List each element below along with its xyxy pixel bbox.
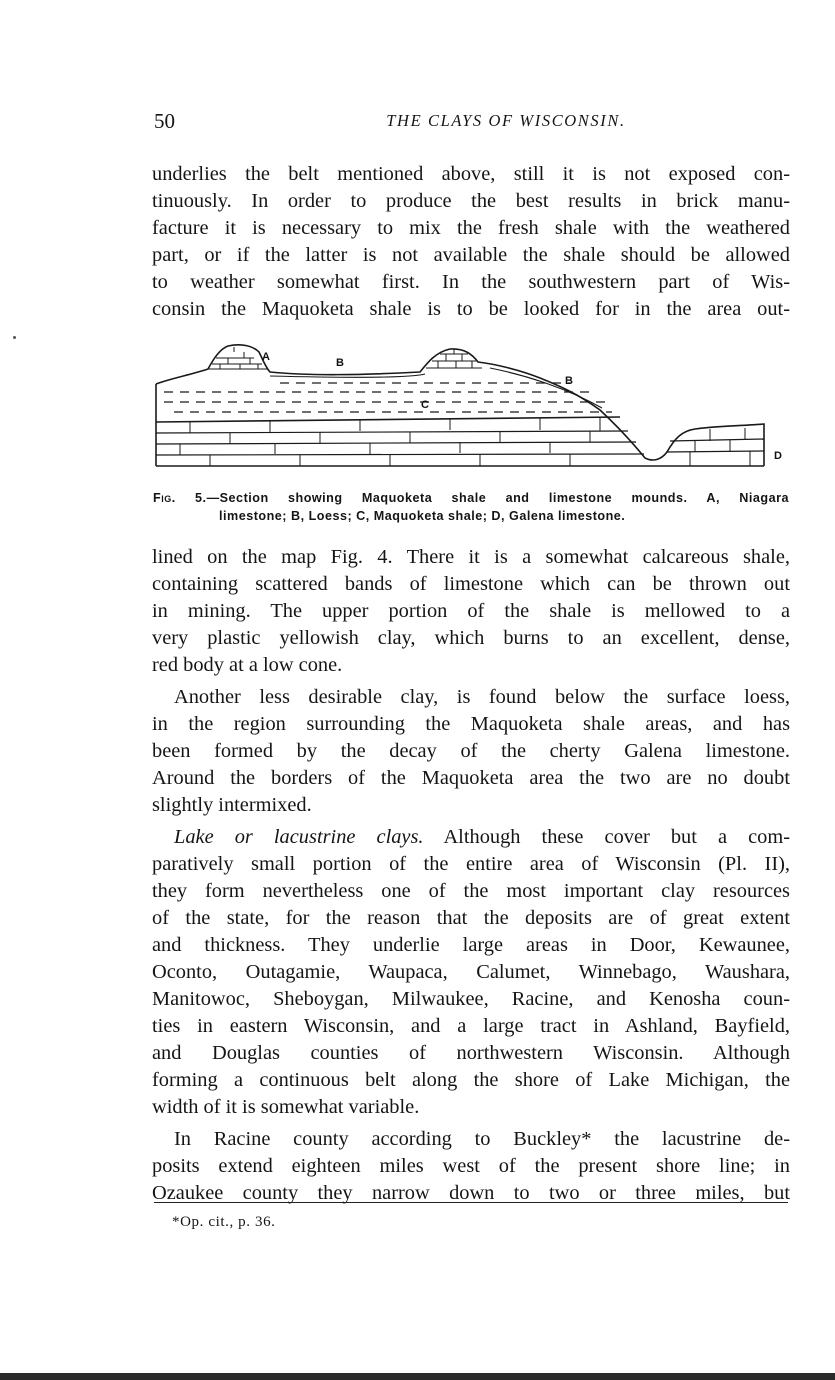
text-line: part, or if the latter is not available the shale should be allowed (152, 244, 790, 266)
text-line: lined on the map Fig. 4. There it is a somewhat calcareous shale, (152, 546, 790, 568)
shale-limestone-contact (156, 417, 620, 422)
scan-edge-band (0, 1373, 835, 1380)
text-line: in mining. The upper portion of the shale is mellowed to a (152, 600, 790, 622)
paragraph-1 (152, 161, 790, 323)
niagara-limestone-beds (208, 358, 268, 369)
limestone-bed (670, 439, 764, 441)
text-line: very plastic yellowish clay, which burns to an excellent, dense, (152, 627, 790, 649)
text-line: Around the borders of the Maquoketa area the two are no doubt (152, 767, 790, 789)
caption-text: —Section showing Maquoketa shale and limestone mounds. A, Niagara (206, 491, 789, 505)
scan-speck (13, 336, 16, 339)
text-line: forming a continuous belt along the shore of Lake Michigan, the (152, 1069, 790, 1091)
limestone-joints (180, 418, 750, 466)
geologic-section-figure (150, 338, 795, 478)
label-a: A (262, 351, 270, 363)
limestone-bed (156, 454, 644, 455)
text-line: Oconto, Outagamie, Waupaca, Calumet, Winnebago, Waushara, (152, 961, 790, 983)
text-line: in the region surrounding the Maquoketa shale areas, and has (152, 713, 790, 735)
section-lead-italic: Lake or lacustrine clays. (174, 826, 424, 848)
label-b-loess-slope: B (565, 375, 573, 387)
text-line: of the state, for the reason that the deposits are of great extent (152, 907, 790, 929)
paragraph-5 (152, 1126, 790, 1207)
text-line: and Douglas counties of northwestern Wisconsin. Although (152, 1042, 790, 1064)
caption-line-1 (153, 489, 789, 507)
text-line: Ozaukee county they narrow down to two or three miles, but (152, 1182, 790, 1204)
text-line: slightly intermixed. (152, 794, 312, 816)
footnote: *Op. cit., p. 36. (172, 1214, 276, 1230)
page-number: 50 (154, 109, 175, 133)
text-run: Although these cover but a com- (423, 826, 790, 848)
paragraph-2 (152, 544, 790, 1207)
text-line: width of it is somewhat variable. (152, 1096, 420, 1118)
text-line: containing scattered bands of limestone which can be thrown out (152, 573, 790, 595)
limestone-bed (156, 431, 628, 433)
text-line: Another less desirable clay, is found below the surface loess, (174, 686, 790, 708)
paragraph-4 (152, 824, 790, 1121)
text-line: tinuously. In order to produce the best results in brick manu- (152, 190, 790, 212)
text-line: to weather somewhat first. In the southwestern part of Wis- (152, 271, 790, 293)
running-title: THE CLAYS OF WISCONSIN. (386, 111, 626, 130)
paragraph-3 (152, 684, 790, 819)
text-line: red body at a low cone. (152, 654, 343, 676)
text-line: In Racine county according to Buckley* the lacustrine de- (174, 1128, 790, 1150)
text-line: and thickness. They underlie large areas in Door, Kewaunee, (152, 934, 790, 956)
text-line: paratively small portion of the entire area of Wisconsin (Pl. II), (152, 853, 790, 875)
limestone-bed (156, 442, 636, 444)
figure-label: Fig. 5. (153, 491, 207, 505)
label-d: D (774, 450, 782, 462)
footnote-rule (154, 1202, 788, 1203)
caption-line-2: limestone; B, Loess; C, Maquoketa shale; D, Galena limestone. (219, 509, 626, 523)
text-line: ties in eastern Wisconsin, and a large tract in Ashland, Bayfield, (152, 1015, 790, 1037)
label-b-loess: B (336, 357, 344, 369)
text-line: posits extend eighteen miles west of the present shore line; in (152, 1155, 790, 1177)
text-line: been formed by the decay of the cherty Galena limestone. (152, 740, 790, 762)
text-line: underlies the belt mentioned above, still it is not exposed con- (152, 163, 790, 185)
text-line (152, 824, 790, 851)
page-header (154, 109, 788, 139)
text-line: Manitowoc, Sheboygan, Milwaukee, Racine, and Kenosha coun- (152, 988, 790, 1010)
text-line: consin the Maquoketa shale is to be looked for in the area out- (152, 298, 790, 320)
figure-caption (153, 489, 789, 525)
label-c: C (421, 399, 429, 411)
cross-section-diagram (150, 338, 795, 478)
limestone-bed (666, 451, 764, 452)
text-line: facture it is necessary to mix the fresh shale with the weathered (152, 217, 790, 239)
text-line: they form nevertheless one of the most important clay resources (152, 880, 790, 902)
